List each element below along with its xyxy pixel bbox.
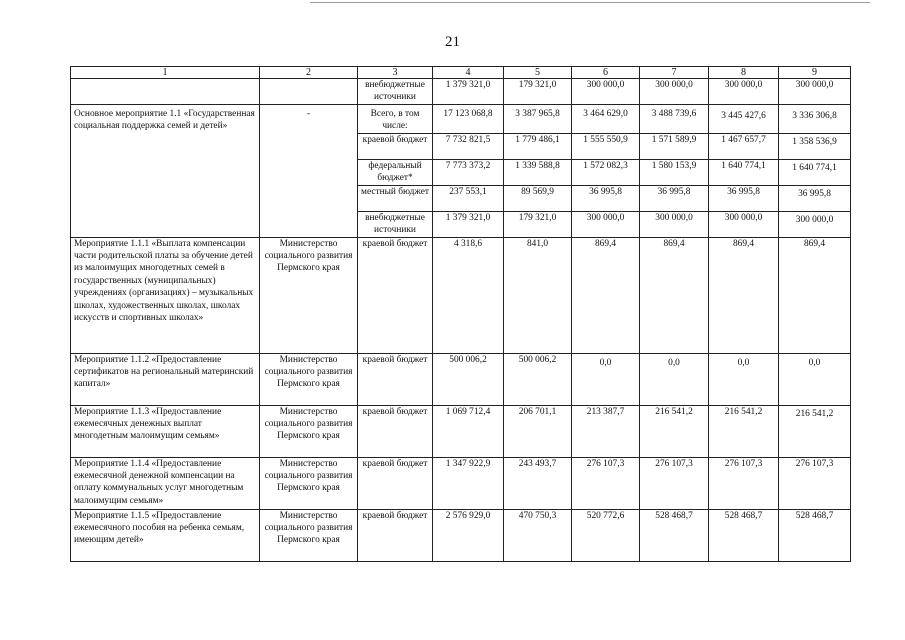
value-cell: 300 000,0 [779, 79, 851, 105]
source-cell: краевой бюджет [358, 509, 433, 561]
value-cell: 3 445 427,6 [709, 104, 779, 133]
value-cell: 276 107,3 [709, 457, 779, 509]
value-cell: 528 468,7 [709, 509, 779, 561]
table-row [71, 353, 851, 405]
value-cell: 1 640 774,1 [709, 159, 779, 185]
value-cell: 2 576 929,0 [433, 509, 504, 561]
table-row [71, 79, 851, 105]
budget-table [70, 66, 851, 562]
value-cell: 528 468,7 [640, 509, 709, 561]
value-cell: 500 006,2 [433, 353, 504, 405]
value-cell: 1 358 536,9 [779, 133, 851, 159]
value-cell: 0,0 [709, 353, 779, 405]
page-number: 21 [445, 34, 460, 50]
top-rule [310, 2, 870, 3]
value-cell: 89 569,9 [504, 185, 572, 211]
column-number: 1 [71, 67, 260, 79]
value-cell: 276 107,3 [640, 457, 709, 509]
table-row [71, 457, 851, 509]
value-cell: 7 773 373,2 [433, 159, 504, 185]
value-cell: 3 387 965,8 [504, 104, 572, 133]
value-cell: 841,0 [504, 237, 572, 353]
source-cell: федеральный бюджет* [358, 159, 433, 185]
event-executor: Министерство социального развития Пермского края [260, 509, 358, 561]
value-cell: 869,4 [709, 237, 779, 353]
column-number: 5 [504, 67, 572, 79]
value-cell: 500 006,2 [504, 353, 572, 405]
value-cell: 1 779 486,1 [504, 133, 572, 159]
value-cell: 1 339 588,8 [504, 159, 572, 185]
value-cell: 300 000,0 [779, 211, 851, 237]
value-cell: 300 000,0 [572, 211, 640, 237]
column-number: 6 [572, 67, 640, 79]
source-cell: краевой бюджет [358, 133, 433, 159]
value-cell: 36 995,8 [572, 185, 640, 211]
value-cell: 1 069 712,4 [433, 405, 504, 457]
table-row [71, 104, 851, 133]
value-cell: 36 995,8 [640, 185, 709, 211]
column-number: 2 [260, 67, 358, 79]
value-cell: 1 555 550,9 [572, 133, 640, 159]
value-cell: 179 321,0 [504, 211, 572, 237]
value-cell: 1 640 774,1 [779, 159, 851, 185]
column-numbers-row [71, 67, 851, 79]
source-cell: краевой бюджет [358, 237, 433, 353]
column-number: 4 [433, 67, 504, 79]
table-row [71, 509, 851, 561]
value-cell: 36 995,8 [709, 185, 779, 211]
value-cell: 0,0 [572, 353, 640, 405]
value-cell: 216 541,2 [709, 405, 779, 457]
source-cell: краевой бюджет [358, 457, 433, 509]
value-cell: 300 000,0 [709, 79, 779, 105]
source-cell: Всего, в том числе: [358, 104, 433, 133]
table-row [71, 237, 851, 353]
event-executor: Министерство социального развития Пермского края [260, 353, 358, 405]
value-cell: 206 701,1 [504, 405, 572, 457]
name-cell [71, 79, 260, 105]
value-cell: 300 000,0 [640, 211, 709, 237]
value-cell: 213 387,7 [572, 405, 640, 457]
main-event-name: Основное мероприятие 1.1 «Государственная социальная поддержка семей и детей» [71, 104, 260, 237]
value-cell: 276 107,3 [572, 457, 640, 509]
value-cell: 3 464 629,0 [572, 104, 640, 133]
value-cell: 528 468,7 [779, 509, 851, 561]
value-cell: 0,0 [640, 353, 709, 405]
value-cell: 243 493,7 [504, 457, 572, 509]
event-executor: Министерство социального развития Пермского края [260, 237, 358, 353]
value-cell: 869,4 [779, 237, 851, 353]
main-event-executor: - [260, 104, 358, 237]
value-cell: 1 379 321,0 [433, 211, 504, 237]
value-cell: 4 318,6 [433, 237, 504, 353]
value-cell: 36 995,8 [779, 185, 851, 211]
event-name: Мероприятие 1.1.2 «Предоставление сертификатов на региональный материнский капитал» [71, 353, 260, 405]
value-cell: 1 347 922,9 [433, 457, 504, 509]
value-cell: 7 732 821,5 [433, 133, 504, 159]
value-cell: 216 541,2 [640, 405, 709, 457]
event-name: Мероприятие 1.1.1 «Выплата компенсации части родительской платы за обучение детей из малоимущих многодетных семей в государственных (муниципальных) учреждениях (организациях) – музыкальных школах, художественных школах, школах искусств и спортивных школах» [71, 237, 260, 353]
value-cell: 869,4 [572, 237, 640, 353]
value-cell: 300 000,0 [640, 79, 709, 105]
value-cell: 216 541,2 [779, 405, 851, 457]
event-name: Мероприятие 1.1.5 «Предоставление ежемесячного пособия на ребенка семьям, имеющим детей» [71, 509, 260, 561]
value-cell: 1 379 321,0 [433, 79, 504, 105]
source-cell: внебюджетные источники [358, 211, 433, 237]
value-cell: 179 321,0 [504, 79, 572, 105]
value-cell: 3 488 739,6 [640, 104, 709, 133]
column-number: 8 [709, 67, 779, 79]
table-row [71, 405, 851, 457]
value-cell: 3 336 306,8 [779, 104, 851, 133]
source-cell: краевой бюджет [358, 353, 433, 405]
value-cell: 1 467 657,7 [709, 133, 779, 159]
value-cell: 0,0 [779, 353, 851, 405]
column-number: 9 [779, 67, 851, 79]
value-cell: 17 123 068,8 [433, 104, 504, 133]
value-cell: 276 107,3 [779, 457, 851, 509]
value-cell: 237 553,1 [433, 185, 504, 211]
source-cell: краевой бюджет [358, 405, 433, 457]
event-executor: Министерство социального развития Пермского края [260, 405, 358, 457]
value-cell: 470 750,3 [504, 509, 572, 561]
column-number: 7 [640, 67, 709, 79]
value-cell: 520 772,6 [572, 509, 640, 561]
value-cell: 300 000,0 [709, 211, 779, 237]
column-number: 3 [358, 67, 433, 79]
event-name: Мероприятие 1.1.3 «Предоставление ежемесячных денежных выплат многодетным малоимущим семьям» [71, 405, 260, 457]
source-cell: местный бюджет [358, 185, 433, 211]
event-name: Мероприятие 1.1.4 «Предоставление ежемесячной денежной компенсации на оплату коммунальных услуг многодетным малоимущим семьям» [71, 457, 260, 509]
value-cell: 1 580 153,9 [640, 159, 709, 185]
value-cell: 1 572 082,3 [572, 159, 640, 185]
value-cell: 300 000,0 [572, 79, 640, 105]
executor-cell [260, 79, 358, 105]
event-executor: Министерство социального развития Пермского края [260, 457, 358, 509]
value-cell: 869,4 [640, 237, 709, 353]
source-cell: внебюджетные источники [358, 79, 433, 105]
value-cell: 1 571 589,9 [640, 133, 709, 159]
